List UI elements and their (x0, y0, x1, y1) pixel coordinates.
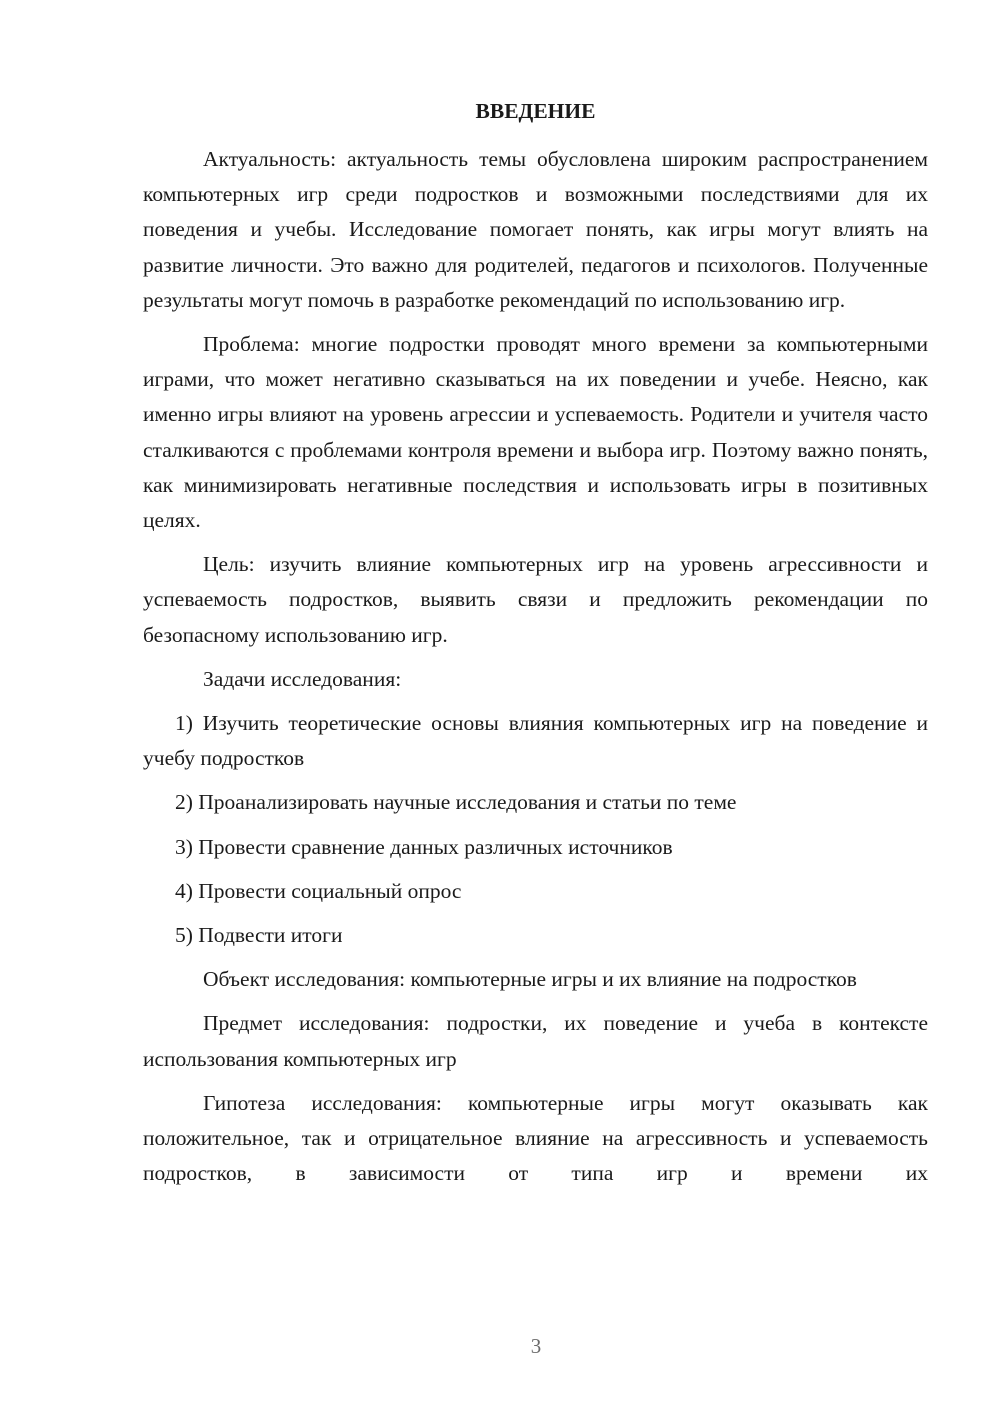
paragraph-subject: Предмет исследования: подростки, их поведение и учеба в контексте использования компьютерных игр (143, 1011, 928, 1071)
paragraph-goal: Цель: изучить влияние компьютерных игр на уровень агрессивности и успеваемость подростков, выявить связи и предложить рекомендации по безопасному использованию игр. (143, 552, 928, 647)
task-item-5: 5) Подвести итоги (175, 923, 343, 948)
document-body (143, 96, 928, 1191)
task-item-1: 1) Изучить теоретические основы влияния компьютерных игр на поведение и учебу подростков (143, 711, 928, 771)
section-title: ВВЕДЕНИЕ (475, 99, 596, 123)
paragraph-problem: Проблема: многие подростки проводят много времени за компьютерными играми, что может негативно сказываться на их поведении и учебе. Неясно, как именно игры влияют на уровень агрессии и успеваемость. Родители и учителя часто сталкиваются с проблемами контроля времени и выбора игр. Поэтому важно понять, как минимизировать негативные последствия и использовать игры в позитивных целях. (143, 332, 928, 533)
task-item-2: 2) Проанализировать научные исследования и статьи по теме (175, 790, 737, 815)
tasks-heading: Задачи исследования: (203, 666, 402, 691)
task-item-3: 3) Провести сравнение данных различных источников (175, 834, 673, 859)
paragraph-object: Объект исследования: компьютерные игры и их влияние на подростков (203, 967, 857, 992)
page-number: 3 (530, 1334, 542, 1358)
paragraph-relevance: Актуальность: актуальность темы обусловлена широким распространением компьютерных игр среди подростков и возможными последствиями для их поведения и учебы. Исследование помогает понять, как игры могут влиять на развитие личности. Это важно для родителей, педагогов и психологов. Полученные результаты могут помочь в разработке рекомендаций по использованию игр. (143, 147, 928, 312)
task-item-4: 4) Провести социальный опрос (175, 878, 462, 903)
paragraph-hypothesis: Гипотеза исследования: компьютерные игры могут оказывать как положительное, так и отрицательное влияние на агрессивность и успеваемость подростков, в зависимости от типа игр и времени их (143, 1090, 928, 1186)
